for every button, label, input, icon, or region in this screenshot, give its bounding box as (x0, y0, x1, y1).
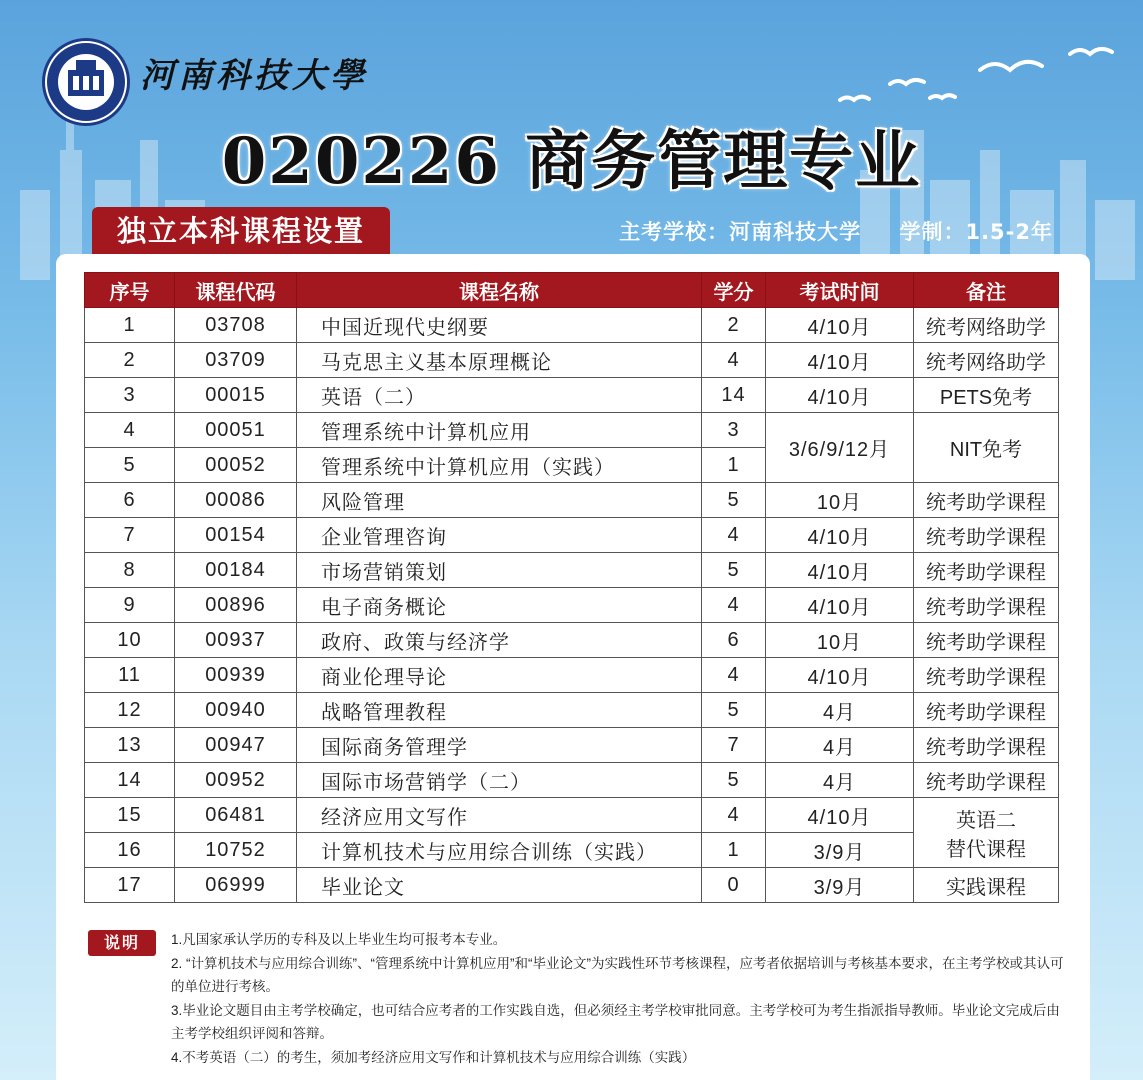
cell-time: 4月 (766, 763, 914, 798)
cell-remark: 统考网络助学 (914, 308, 1059, 343)
cell-code: 03709 (175, 343, 297, 378)
cell-code: 03708 (175, 308, 297, 343)
cell-code: 06481 (175, 798, 297, 833)
cell-time: 4/10月 (766, 308, 914, 343)
table-row (85, 833, 1059, 868)
remark-line: 英语二 (956, 809, 1016, 832)
cell-no: 6 (85, 483, 175, 518)
cell-code: 00896 (175, 588, 297, 623)
cell-credit: 4 (702, 658, 766, 693)
column-header-time: 考试时间 (766, 273, 914, 308)
cell-credit: 5 (702, 483, 766, 518)
cell-time: 4月 (766, 728, 914, 763)
cell-no: 5 (85, 448, 175, 483)
cell-time: 4/10月 (766, 343, 914, 378)
note-item: 3.毕业论文题目由主考学校确定，也可结合应考者的工作实践自选，但必须经主考学校审批同意。主考学校可为考生指派指导教师。毕业论文完成后由主考学校组织评阅和答辩。 (171, 1002, 1060, 1041)
table-row (85, 623, 1059, 658)
cell-remark: 统考助学课程 (914, 763, 1059, 798)
table-row (85, 308, 1059, 343)
table-header-row (85, 273, 1059, 308)
cell-name: 管理系统中计算机应用 (297, 413, 702, 448)
school-name: 河南科技大學 (140, 56, 368, 96)
cell-name: 市场营销策划 (297, 553, 702, 588)
cell-no: 7 (85, 518, 175, 553)
cell-time: 3/6/9/12月 (766, 413, 914, 483)
cell-no: 11 (85, 658, 175, 693)
table-row (85, 763, 1059, 798)
cell-time: 4/10月 (766, 553, 914, 588)
cell-code: 06999 (175, 868, 297, 903)
cell-name: 战略管理教程 (297, 693, 702, 728)
cell-remark: 统考助学课程 (914, 553, 1059, 588)
table-row (85, 483, 1059, 518)
cell-name: 经济应用文写作 (297, 798, 702, 833)
cell-credit: 3 (702, 413, 766, 448)
table-row (85, 378, 1059, 413)
table-row (85, 658, 1059, 693)
cell-no: 15 (85, 798, 175, 833)
section-banner: 独立本科课程设置 (92, 207, 390, 255)
note-item: 1.凡国家承认学历的专科及以上毕业生均可报考本专业。 (171, 932, 507, 947)
table-row (85, 343, 1059, 378)
cell-credit: 6 (702, 623, 766, 658)
cell-code: 00086 (175, 483, 297, 518)
cell-code: 00940 (175, 693, 297, 728)
cell-credit: 5 (702, 553, 766, 588)
cell-credit: 4 (702, 798, 766, 833)
cell-credit: 5 (702, 763, 766, 798)
cell-credit: 4 (702, 588, 766, 623)
cell-name: 英语（二） (297, 378, 702, 413)
cell-remark: 统考助学课程 (914, 518, 1059, 553)
cell-credit: 4 (702, 518, 766, 553)
cell-no: 3 (85, 378, 175, 413)
cell-remark: 实践课程 (914, 868, 1059, 903)
cell-name: 计算机技术与应用综合训练（实践） (297, 833, 702, 868)
host-info (619, 216, 1053, 246)
cell-no: 2 (85, 343, 175, 378)
cell-credit: 1 (702, 833, 766, 868)
cell-name: 商业伦理导论 (297, 658, 702, 693)
cell-remark: 统考助学课程 (914, 483, 1059, 518)
cell-time: 4/10月 (766, 658, 914, 693)
cell-time: 3/9月 (766, 868, 914, 903)
table-row (85, 798, 1059, 833)
cell-code: 00052 (175, 448, 297, 483)
cell-no: 9 (85, 588, 175, 623)
cell-code: 00939 (175, 658, 297, 693)
cell-time: 4/10月 (766, 378, 914, 413)
cell-code: 00154 (175, 518, 297, 553)
column-header-code: 课程代码 (175, 273, 297, 308)
cell-time: 4/10月 (766, 518, 914, 553)
cell-time: 10月 (766, 623, 914, 658)
cell-no: 4 (85, 413, 175, 448)
cell-code: 00937 (175, 623, 297, 658)
cell-no: 1 (85, 308, 175, 343)
cell-name: 国际市场营销学（二） (297, 763, 702, 798)
note-item: 2. “计算机技术与应用综合训练”、“管理系统中计算机应用”和“毕业论文”为实践性环节考核课程，应考者依据培训与考核基本要求，在主考学校或其认可的单位进行考核。 (171, 955, 1064, 994)
notes-label: 说明 (88, 930, 156, 956)
table-row (85, 588, 1059, 623)
table-row (85, 868, 1059, 903)
duration-label: 学制：1.5-2年 (899, 220, 1053, 244)
notes-section (171, 928, 1071, 1069)
table-row (85, 413, 1059, 448)
cell-credit: 5 (702, 693, 766, 728)
column-header-credit: 学分 (702, 273, 766, 308)
course-table (84, 272, 1059, 903)
cell-time: 4月 (766, 693, 914, 728)
cell-no: 14 (85, 763, 175, 798)
cell-code: 00947 (175, 728, 297, 763)
cell-code: 10752 (175, 833, 297, 868)
table-row (85, 518, 1059, 553)
cell-code: 00051 (175, 413, 297, 448)
page-title: 020226 商务管理专业 (221, 124, 922, 199)
cell-no: 8 (85, 553, 175, 588)
cell-no: 12 (85, 693, 175, 728)
cell-remark: 统考助学课程 (914, 623, 1059, 658)
cell-credit: 4 (702, 343, 766, 378)
cell-remark: NIT免考 (914, 413, 1059, 483)
cell-name: 毕业论文 (297, 868, 702, 903)
cell-time: 3/9月 (766, 833, 914, 868)
column-header-no: 序号 (85, 273, 175, 308)
cell-name: 马克思主义基本原理概论 (297, 343, 702, 378)
table-row (85, 693, 1059, 728)
cell-remark: 统考助学课程 (914, 658, 1059, 693)
cell-name: 电子商务概论 (297, 588, 702, 623)
cell-no: 17 (85, 868, 175, 903)
cell-time: 10月 (766, 483, 914, 518)
note-item: 4.不考英语（二）的考生，须加考经济应用文写作和计算机技术与应用综合训练（实践） (171, 1049, 696, 1065)
cell-name: 企业管理咨询 (297, 518, 702, 553)
cell-name: 国际商务管理学 (297, 728, 702, 763)
cell-no: 10 (85, 623, 175, 658)
host-school-label: 主考学校：河南科技大学 (619, 220, 862, 244)
cell-no: 13 (85, 728, 175, 763)
cell-remark (914, 798, 1059, 868)
column-header-remark: 备注 (914, 273, 1059, 308)
cell-code: 00184 (175, 553, 297, 588)
cell-time: 4/10月 (766, 798, 914, 833)
table-row (85, 728, 1059, 763)
cell-remark: 统考助学课程 (914, 728, 1059, 763)
cell-code: 00015 (175, 378, 297, 413)
cell-credit: 0 (702, 868, 766, 903)
cell-credit: 14 (702, 378, 766, 413)
cell-remark: 统考助学课程 (914, 588, 1059, 623)
cell-credit: 2 (702, 308, 766, 343)
cell-credit: 1 (702, 448, 766, 483)
cell-code: 00952 (175, 763, 297, 798)
cell-name: 政府、政策与经济学 (297, 623, 702, 658)
cell-name: 风险管理 (297, 483, 702, 518)
seagulls-decoration (830, 40, 1120, 120)
cell-remark: 统考助学课程 (914, 693, 1059, 728)
remark-line: 替代课程 (946, 838, 1026, 861)
cell-remark: 统考网络助学 (914, 343, 1059, 378)
cell-time: 4/10月 (766, 588, 914, 623)
cell-no: 16 (85, 833, 175, 868)
cell-remark: PETS免考 (914, 378, 1059, 413)
table-row (85, 553, 1059, 588)
cell-credit: 7 (702, 728, 766, 763)
cell-name: 中国近现代史纲要 (297, 308, 702, 343)
cell-name: 管理系统中计算机应用（实践） (297, 448, 702, 483)
column-header-name: 课程名称 (297, 273, 702, 308)
